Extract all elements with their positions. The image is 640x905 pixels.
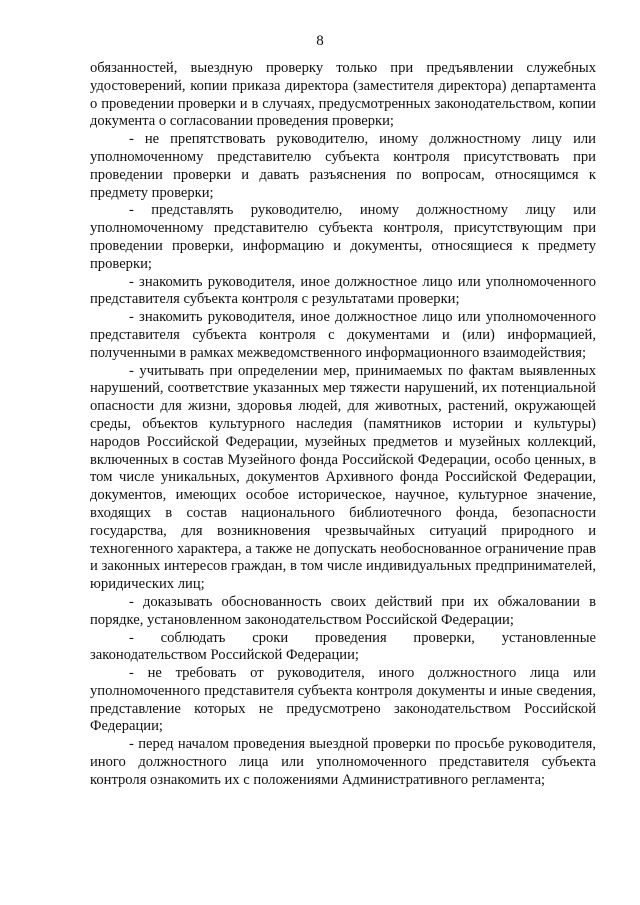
page-number: 8 bbox=[316, 33, 324, 49]
list-item: - перед началом проведения выездной проверки по просьбе руководителя, иного должностного лица или уполномоченного представителя субъекта контроля ознакомить их с положениями Административного регламента; bbox=[90, 736, 596, 788]
list-item: - доказывать обоснованность своих действий при их обжаловании в порядке, установленном законодательством Российской Федерации; bbox=[90, 593, 596, 628]
document-body bbox=[90, 60, 596, 790]
list-item: - не препятствовать руководителю, иному должностному лицу или уполномоченному представителю субъекта контроля присутствовать при проведении проверки и давать разъяснения по вопросам, относящимся к предмету проверки; bbox=[90, 131, 596, 201]
list-item: - знакомить руководителя, иное должностное лицо или уполномоченного представителя субъекта контроля с документами и (или) информацией, полученными в рамках межведомственного информационного взаимодействия; bbox=[90, 309, 596, 361]
list-item: - представлять руководителю, иному должностному лицу или уполномоченному представителю субъекта контроля, присутствующим при проведении проверки, информацию и документы, относящиеся к предмету проверки; bbox=[90, 202, 596, 272]
list-item: - знакомить руководителя, иное должностное лицо или уполномоченного представителя субъекта контроля с результатами проверки; bbox=[90, 273, 596, 308]
list-item: - не требовать от руководителя, иного должностного лица или уполномоченного представителя субъекта контроля документы и иные сведения, представление которых не предусмотрено законодательством Российской Федерации; bbox=[90, 665, 596, 735]
paragraph: обязанностей, выездную проверку только при предъявлении служебных удостоверений, копии приказа директора (заместителя директора) департамента о проведении проверки и в случаях, предусмотренных законодательством, копии документа о согласовании проведения проверки; bbox=[90, 60, 596, 130]
list-item: - соблюдать сроки проведения проверки, установленные законодательством Российской Федерации; bbox=[90, 629, 596, 664]
list-item: - учитывать при определении мер, принимаемых по фактам выявленных нарушений, соответствие указанных мер тяжести нарушений, их потенциальной опасности для жизни, здоровья людей, для животных, растений, окружающей среды, объектов культурного наследия (памятников истории и культуры) народов Российской Федерации, музейных предметов и музейных коллекций, включенных в состав Музейного фонда Российской Федерации, особо ценных, в том числе уникальных, документов Архивного фонда Российской Федерации, документов, имеющих особое историческое, научное, культурное значение, входящих в состав национального библиотечного фонда, безопасности государства, для возникновения чрезвычайных ситуаций природного и техногенного характера, а также не допускать необоснованное ограничение прав и законных интересов граждан, в том числе индивидуальных предпринимателей, юридических лиц; bbox=[90, 362, 596, 593]
